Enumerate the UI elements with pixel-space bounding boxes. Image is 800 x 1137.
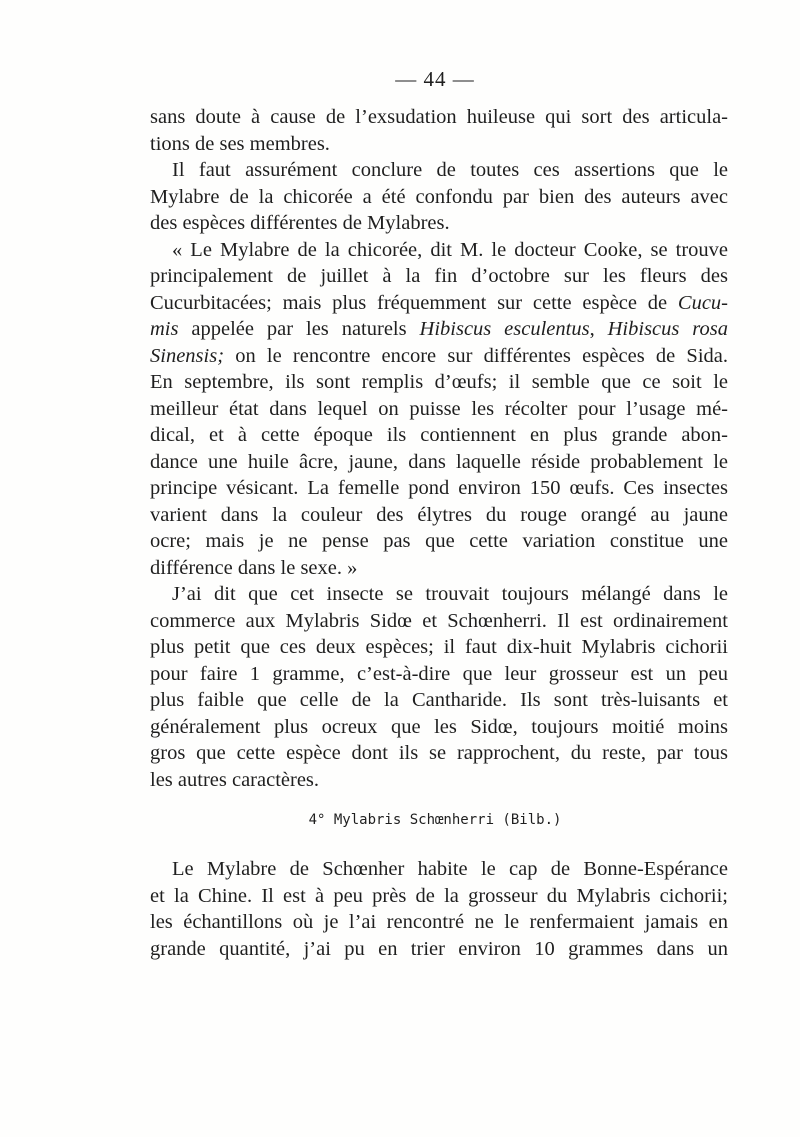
text-line: Cucurbitacées; mais plus fréquemment sur cette espèce de Cucu- <box>150 291 728 314</box>
text-line: généralement plus ocreux que les Sidœ, toujours moitié moins <box>150 715 728 738</box>
text-line: Mylabre de la chicorée a été confondu par bien des auteurs avec <box>150 185 728 208</box>
text-line: En septembre, ils sont remplis d’œufs; il semble que ce soit le <box>150 371 728 393</box>
text-line: pour faire 1 gramme, c’est-à-dire que leur grosseur est un peu <box>150 662 728 685</box>
text-line: tions de ses membres. <box>150 132 330 155</box>
text-line: Il faut assurément conclure de toutes ces assertions que le <box>172 159 728 181</box>
text-line: plus petit que ces deux espèces; il faut dix-huit Mylabris cichorii <box>150 636 728 658</box>
text-line: gros que cette espèce dont ils se rapprochent, du reste, par tous <box>150 742 728 764</box>
text-line: différence dans le sexe. » <box>150 556 358 579</box>
text-line: dance une huile âcre, jaune, dans laquelle réside probablement le <box>150 450 728 473</box>
body-text-section <box>150 856 728 962</box>
section-heading: 4° Mylabris Schœnherri (Bilb.) <box>308 812 562 828</box>
text-line: « Le Mylabre de la chicorée, dit M. le docteur Cooke, se trouve <box>172 238 728 261</box>
body-text-main <box>150 104 728 793</box>
text-line: dical, et à cette époque ils contiennent en plus grande abon- <box>150 424 728 446</box>
text-line: meilleur état dans lequel on puisse les récolter pour l’usage mé- <box>150 397 728 420</box>
text-line: commerce aux Mylabris Sidœ et Schœnherri. Il est ordinairement <box>150 609 728 632</box>
text-line: mis appelée par les naturels Hibiscus esculentus, Hibiscus rosa <box>150 318 728 340</box>
text-line: varient dans la couleur des élytres du rouge orangé au jaune <box>150 503 728 526</box>
text-line: grande quantité, j’ai pu en trier environ 10 grammes dans un <box>150 937 728 960</box>
text-line: les autres caractères. <box>150 768 320 791</box>
text-line: plus faible que celle de la Cantharide. Ils sont très-luisants et <box>150 689 728 711</box>
text-line: ocre; mais je ne pense pas que cette variation constitue une <box>150 530 728 552</box>
text-line: sans doute à cause de l’exsudation huileuse qui sort des articula- <box>150 106 728 128</box>
text-line: les échantillons où je l’ai rencontré ne le renfermaient jamais en <box>150 911 728 933</box>
text-line: principe vésicant. La femelle pond environ 150 œufs. Ces insectes <box>150 477 728 499</box>
text-line: Le Mylabre de Schœnher habite le cap de Bonne-Espérance <box>172 858 728 880</box>
page-number: — 44 — <box>395 67 475 91</box>
text-line: J’ai dit que cet insecte se trouvait toujours mélangé dans le <box>172 583 728 605</box>
text-line: Sinensis; on le rencontre encore sur différentes espèces de Sida. <box>150 344 728 367</box>
text-line: des espèces différentes de Mylabres. <box>150 212 450 234</box>
text-line: principalement de juillet à la fin d’octobre sur les fleurs des <box>150 265 728 287</box>
text-line: et la Chine. Il est à peu près de la grosseur du Mylabris cichorii; <box>150 884 728 907</box>
